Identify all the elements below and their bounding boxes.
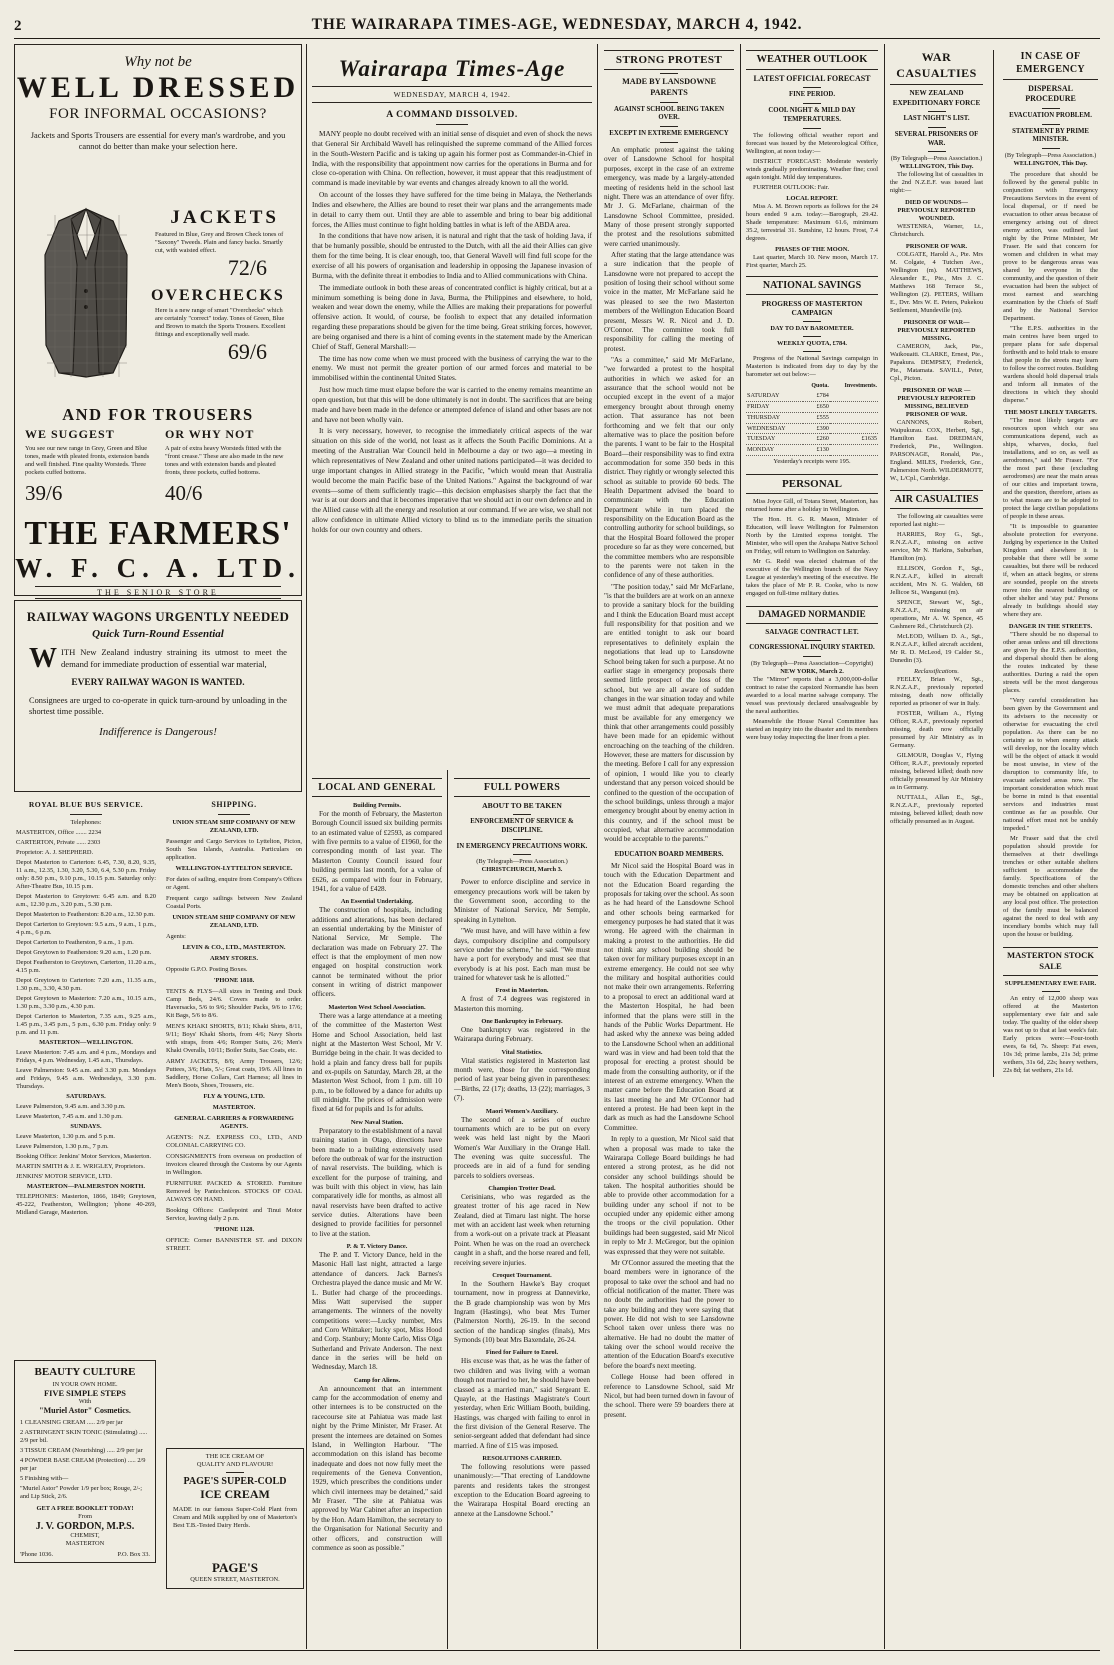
column-weather bbox=[746, 50, 878, 744]
ad-wesuggest-label: WE SUGGEST bbox=[25, 427, 115, 441]
normandie-body2: Meanwhile the House Naval Committee has started an inquiry into the disaster and its members were busy today inspecting the liner from a pier. bbox=[746, 717, 878, 741]
danger-streets-body bbox=[1003, 631, 1098, 939]
air-casualty-line: McLEOD, William D. A., Sgt., R.N.Z.A.F., killed aircraft accident, Mr R. D. McLeod, 19 Calder St., Dunedin (3). bbox=[890, 633, 984, 665]
savings-table-cell: £1635 bbox=[830, 434, 878, 445]
bus-line: Leave Palmerston, 1.30 p.m., 7 p.m. bbox=[16, 1142, 109, 1150]
weather-heading: WEATHER OUTLOOK bbox=[746, 50, 878, 70]
weather-further: FURTHER OUTLOOK: Fair. bbox=[753, 183, 830, 191]
full-powers-heading: FULL POWERS bbox=[454, 778, 590, 797]
emergency-body bbox=[1003, 171, 1098, 405]
education-board-body bbox=[604, 862, 734, 1420]
nzef-credit: (By Telegraph—Press Association.) bbox=[890, 155, 983, 163]
ad-beauty-step: 4 POWDER BASE CREAM (Protection) ..... 2/9 per jar bbox=[20, 1457, 146, 1472]
savings-table bbox=[746, 382, 878, 456]
ad-ice-addr: QUEEN STREET, MASTERTON. bbox=[190, 1576, 280, 1583]
leader-paragraph: The time has now come when we must proceed with the business of carrying the war to the enemy. We must not permit the greater portion of our armed forces and material to be immobilised within the continental United States. bbox=[312, 353, 592, 383]
bus-line: Depot Greytown to Carterton: 7.20 a.m., 11.35 a.m., 1.30 p.m., 3.30, 4.30 p.m. bbox=[16, 976, 156, 992]
ad-ice-l1: THE ICE CREAM OF bbox=[205, 1453, 265, 1460]
normandie-sub1: SALVAGE CONTRACT LET. bbox=[765, 627, 859, 636]
full-powers-sub1: ABOUT TO BE TAKEN bbox=[482, 801, 562, 810]
full-powers-item-body: The following resolutions were passed unanimously:—"That erecting of Landdowne parents and residents takes the strongest exception to the Education Board agreeing to the Wairarapa Hospital Board erecting an annexe at the Lansdowne School." bbox=[454, 1463, 590, 1518]
personal-paragraph: Mr G. Redd was elected chairman of the executive of the Wellington branch of the Navy League at yesterday's meeting of the executive. He takes the place of Mr P. R. Cooke, who is now engaged on full-time military duties. bbox=[746, 558, 878, 598]
casualty-section-title: PRISONER OF WAR—PREVIOUSLY REPORTED MISSING. bbox=[897, 319, 976, 343]
shipping-subheading: MASTERTON. bbox=[212, 1104, 256, 1112]
casualty-section-body: CAMERON, Jack, Pte., Waikouaiti. CLARKE, Ernest, Pte., Papakura. DEMPSEY, Frederick, Pte., Matamata. SAVILL, Peter, Cpl., Picton. bbox=[890, 343, 984, 383]
ad-store-company: W. F. C. A. LTD. bbox=[15, 553, 301, 583]
savings-table-cell: £260 bbox=[803, 434, 830, 445]
full-powers-sub3: IN EMERGENCY PRECAUTIONS WORK. bbox=[456, 842, 588, 850]
shipping-subheading: 'PHONE 1128. bbox=[213, 1226, 255, 1234]
ad-store-tagline: THE SENIOR STORE bbox=[35, 586, 281, 599]
column-shipping bbox=[166, 800, 302, 1256]
full-powers-item-body: Vital statistics registered in Masterton last month were, those for the corresponding period of last year being given in parentheses:—Births, 22 (17); deaths, 13 (22); marriages, 3 (7). bbox=[454, 1056, 590, 1103]
ad-beauty-chemist3: MASTERTON bbox=[65, 1540, 105, 1547]
reclass-line: NUTTALL, Allan E., Sgt., R.N.Z.A.F., previously reported missing, believed killed; death now officially presumed as in August. bbox=[890, 794, 984, 826]
shipping-subheading: WELLINGTON-LYTTELTON SERVICE. bbox=[175, 865, 293, 873]
full-powers-items bbox=[454, 878, 590, 1519]
local-item-title: New Naval Station. bbox=[350, 1118, 404, 1126]
local-item-title: Camp for Aliens. bbox=[353, 1376, 401, 1384]
ad-farmers-subhead: FOR INFORMAL OCCASIONS? bbox=[49, 106, 267, 122]
air-casualty-line: SPENCE, Stewart W., Sgt., R.N.Z.A.F., missing on air operations, Mr A. W. Spence, 45 Cashmere Rd., Christchurch (2). bbox=[890, 599, 984, 631]
normandie-place: NEW YORK, March 2. bbox=[780, 667, 844, 675]
normandie-credit: (By Telegraph—Press Association—Copyright) bbox=[750, 659, 874, 667]
ad-orwhynot-text: A pair of extra heavy Worsteds fitted with the "front crease." These are also made in the new tones and with extension bands and pleated fronts, three pockets, cuffed bottoms. bbox=[165, 445, 284, 476]
ad-farmers[interactable] bbox=[14, 44, 302, 596]
bus-line: Depot Carterton to Featherston, 9 a.m., 1 p.m. bbox=[16, 938, 134, 946]
nzef-sub3: SEVERAL PRISONERS OF WAR. bbox=[894, 130, 979, 147]
ad-store-name: THE FARMERS' bbox=[24, 515, 292, 552]
leader-headline: A COMMAND DISSOLVED. bbox=[386, 109, 518, 120]
leader-body bbox=[312, 129, 592, 535]
ad-beauty-sub3: With bbox=[78, 1398, 92, 1405]
savings-table-cell: TUESDAY bbox=[746, 434, 803, 445]
ad-railway-title: RAILWAY WAGONS URGENTLY NEEDED bbox=[26, 609, 290, 624]
bus-line: Depot Masterton to Featherston: 8.20 a.m., 12.30 p.m. bbox=[16, 910, 155, 918]
ad-beauty-step: 5 Finishing with— bbox=[20, 1475, 69, 1482]
column-full-powers bbox=[454, 778, 590, 1521]
air-casualties-heading: AIR CASUALTIES bbox=[890, 490, 983, 509]
danger-streets-heading: DANGER IN THE STREETS. bbox=[1008, 623, 1093, 631]
casualty-section-body: WESTENRA, Warner, Lt., Christchurch. bbox=[890, 223, 984, 239]
savings-table-cell bbox=[830, 423, 878, 434]
weather-cool: COOL NIGHT & MILD DAY TEMPERATURES. bbox=[768, 106, 856, 123]
bus-line: TELEPHONES: Masterton, 1866, 1849; Greytown, 45-222, Featherston, Wellington; 'phone 40-269, Midland Garage, Masterton. bbox=[16, 1192, 156, 1216]
paper-date: WEDNESDAY, MARCH 4, 1942. bbox=[393, 90, 511, 99]
casualty-sections bbox=[890, 199, 983, 483]
weather-fine: FINE PERIOD. bbox=[788, 91, 836, 99]
shipping-subheading: ARMY STORES. bbox=[210, 955, 258, 963]
personal-body bbox=[746, 498, 878, 598]
weather-sub: LATEST OFFICIAL FORECAST bbox=[753, 73, 871, 83]
savings-table-header bbox=[746, 382, 803, 392]
ad-beauty-steps bbox=[20, 1419, 150, 1501]
shipping-subheading: FLY & YOUNG, LTD. bbox=[203, 1093, 265, 1101]
full-powers-item-body: One bankruptcy was registered in the Wairarapa during February. bbox=[454, 1026, 590, 1044]
bus-line: CARTERTON, Private ...... 2303 bbox=[16, 838, 101, 846]
savings-table-cell bbox=[830, 391, 878, 401]
full-powers-item-body: The second of a series of euchre tournaments which are to be put on every week was held last night by the Maori Women's War Auxiliary in the Orange Hall. The evening was quite successful. The proceeds are in aid of a fund for sending parcels to soldiers overseas. bbox=[454, 1115, 590, 1180]
full-powers-item-body: His excuse was that, as he was the father of two children and was living with a woman though not married to her, he should have been classed as a married man," said Sergeant E. Quayle, at the Hastings Magistrate's Court yesterday, when Eric William Booth, building, Hastings, was charged with failing to enrol in the first division of the General Reserve. The senior-sergeant added that defendant had since married. A fine of £15 was imposed. bbox=[454, 1357, 590, 1450]
ad-beauty-sub1: IN YOUR OWN HOME. bbox=[52, 1381, 118, 1388]
bus-line: Depot Carterton to Masterton, 7.35 a.m., 9.25 a.m., 1.45 p.m., 3.45 p.m., 5 p.m., 6.30 p.m. Friday only: 9 p.m. and 11 p.m. bbox=[16, 1012, 156, 1036]
education-paragraph: Mr Nicol said the Hospital Board was in touch with the Education Department and not the Education Board regarding the proposals for taking over the school. As soon as he had heard of the Lansdowne School and other schools being earmarked for emergency purposes he had stated that it was wrong. He agreed with the chairman in making a protest to the authorities. He did not think any school building should be taken over for military purposes except in an extreme emergency. He could not see why the military and hospital authorities could not make their own arrangements. Referring to a proposal to erect an additional ward at the Masterton Hospital, he had been informed that the plans were still in the hands of the Public Works Department. He had asked why the annexe was being added to the Lansdowne School when an additional ward was in view and had been told that the proposal for erecting a protest should be made from the consulting authority, or if the interest of an extreme emergency. When the matter came before the Education Board at its last meeting he and Mr O'Connor had entered a protest. He had been kept in the dark as much as had the Lansdowne School Committee. bbox=[604, 861, 734, 1132]
bus-line: MASTERTON, Office ....... 2234 bbox=[16, 828, 102, 836]
nzef-sub1: NEW ZEALAND EXPEDITIONARY FORCE bbox=[892, 89, 981, 107]
savings-table-header: Investments. bbox=[844, 382, 877, 389]
shipping-line: MEN'S KHAKI SHORTS, 8/11; Khaki Shirts, 8/11, 9/11; Boys' Khaki Shorts, from 4/6; Navy Shorts with straps, from 4/6; Romper Suits, 2/6; Men's Khaki Overalls, 10/11; Boiler Suits, Sac Coats, etc. bbox=[166, 1023, 302, 1055]
shipping-line: Passenger and Cargo Services to Lyttelton, Picton, South Sea Islands, Australia. Particulars on application. bbox=[166, 838, 302, 862]
local-item-body: The construction of hospitals, including additions and alterations, has been declared an essential undertaking by the Minister of National Service, Mr Semple. The declaration was made on February 27. The effect is that the employment of men now engaged on hospital construction work cannot be terminated without the prior consent in writing of district manpower officers. bbox=[312, 906, 442, 999]
savings-table-row bbox=[746, 445, 878, 456]
emergency-sub3: STATEMENT BY PRIME MINISTER. bbox=[1012, 127, 1089, 144]
education-paragraph: In reply to a question, Mr Nicol said that when a proposal was made to take the Wairarapa College Board buildings he had entered a strong protest, as he did not consider any school buildings should be taken. The hospital authorities should be able to provide other accommodation for a building under any school if not to be occupied under any epidemic either among the troops or the civil population. Other buildings had been suggested, said Mr Nicol in reply to Mr J. McGregor, but the opinion was expressed that they were not suitable. bbox=[604, 1135, 734, 1256]
ad-railway-subtitle: Quick Turn-Round Essential bbox=[92, 628, 224, 640]
shipping-line: For dates of sailing, enquire from Company's Offices or Agent. bbox=[166, 876, 302, 892]
protest-paragraph: "The position today," said Mr McFarlane, "is that the builders are at work on an annexe to provide a sanitary block for the building and I think the Education Board must accept full responsibility for that position and we are entitled tonight to ask our board representatives to definitely explain the negotiations that lead up to Lansdowne School being taken for such a purpose. At no earlier stage in emergency proposals there seemed little prospect of the loss of the school, but we are all aware of sudden changes in the war situation today and while we must admit that adequate preparations must be available for any emergency we think that other arrangements could possibly have been made for an epidemic without encroaching on the teaching of the children. However, these are matters for discussion by the meeting. Before I call for any expression of opinion, I would like you to clearly understand that any person voiced should be confined to the question of the occupation of the school buildings, unless through a major emergency brought about by enemy action in this country, and if the school must be occupied, what alternative accommodation would be acceptable to the parents." bbox=[604, 582, 735, 844]
casualty-section-body: CANNONS, Robert, Waipukurau. COX, Herbert, Sgt., Hamilton East. DREDMAN, Frederick, Pte., Wellington. PARSONAGE, Ronald, Pte., England. MILES, Frederick, Gnr., Palmerston North. WILDERMOTT, W., L/Cpl., Cambridge. bbox=[890, 419, 984, 483]
local-item-body: There was a large attendance at a meeting of the committee of the Masterton West Home and School Association, held last night at the Masterton West School, Mr V. Burridge being in the chair. It was decided to hold a plain and fancy dress ball for pupils and ex-pupils on Saturday, March 28, at the Masterton West School, from 1 p.m. till 10 p.m., to be followed by a dance for adults up till midnight. The prices of admission were fixed at 6d for pupils and 1s for adults. bbox=[312, 1011, 442, 1114]
emergency-credit: (By Telegraph—Press Association.) bbox=[1004, 152, 1097, 160]
shipping-subheading: 'PHONE 1818. bbox=[213, 977, 255, 985]
savings-body: Progress of the National Savings campaign in Masterton is indicated from day to day by the barometer set out below:— bbox=[746, 354, 878, 378]
ad-railway-body2: EVERY RAILWAY WAGON IS WANTED. bbox=[71, 678, 245, 689]
full-powers-credit: (By Telegraph—Press Association.) bbox=[476, 858, 568, 866]
ad-ice-name: PAGE'S bbox=[212, 1560, 258, 1575]
ad-beauty-step: 2 ASTRINGENT SKIN TONIC (Stimulating) ..... 2/9 per btl. bbox=[20, 1429, 148, 1444]
personal-heading: PERSONAL bbox=[746, 474, 878, 494]
full-powers-item-title: Vital Statistics. bbox=[501, 1048, 543, 1056]
education-board-heading: EDUCATION BOARD MEMBERS. bbox=[614, 849, 724, 858]
full-powers-sub2: ENFORCEMENT OF SERVICE & DISCIPLINE. bbox=[470, 817, 574, 834]
casualty-section-title: PRISONER OF WAR — PREVIOUSLY REPORTED MISSING, BELIEVED PRISONER OF WAR. bbox=[897, 387, 976, 419]
savings-table-row bbox=[746, 402, 878, 413]
ad-railway-body3: Consignees are urged to co-operate in quick turn-around by unloading in the shortest time possible. bbox=[29, 696, 287, 717]
reclass-heading: Reclassifications. bbox=[914, 668, 959, 676]
reclass-line: FEELEY, Brian W., Sgt., R.N.Z.A.F., previously reported missing, death now officially reported as prisoner of war in Italy. bbox=[890, 676, 984, 708]
bus-line: Booking Office: Jenkins' Motor Services, Masterton. bbox=[16, 1152, 152, 1160]
likely-targets-paragraph: "It is impossible to guarantee absolute protection for everyone. Judging by experience in the United Kingdom and elsewhere it is probable that there will be some casualties, but there will be reduced if, when an attack begins, or sirens are sounded, people on the streets move into the nearest building or other shelter and 'stay put.' Persons already in buildings should stay where they are. bbox=[1003, 523, 1098, 619]
emergency-paragraph: "The E.P.S. authorities in the main centres have been urged to prepare plans for safe dispersal forthwith and to hold trials to ensure that people in the streets may learn to follow the correct routes. Building wardens should hold dispersal trials and inform all inmates of the directions in which they should disperse." bbox=[1003, 325, 1098, 405]
savings-quota: WEEKLY QUOTA, £784. bbox=[776, 339, 848, 347]
nzef-intro: The following list of casualties in the 2nd N.Z.E.F. was issued last night:— bbox=[890, 171, 984, 195]
full-powers-item-body: In the Southern Hawke's Bay croquet tournament, now in progress at Dannevirke, the B grade championship was won by Mrs Ingram (Hastings), who beat Mrs Turner (Palmerston North), 26-19. In the second section of the handicap singles (finals), Mrs Symonds (10) beat Mrs Baxendale, 26-24. bbox=[454, 1279, 590, 1345]
shipping-line: CONSIGNMENTS from overseas on production of invoices cleared through the Customs by our Agents in Wellington. bbox=[166, 1153, 302, 1177]
shipping-line: Booking Offices: Castlepoint and Tinui Motor Service, leaving daily 2 p.m. bbox=[166, 1207, 302, 1223]
strong-protest-sub3: EXCEPT IN EXTREME EMERGENCY bbox=[609, 130, 729, 138]
bus-line: Leave Masterton: 7.45 a.m. and 4 p.m., Mondays and Fridays, 4 p.m. Wednesday, 1.45 a.m., Thursdays. bbox=[16, 1048, 156, 1064]
savings-table-row bbox=[746, 391, 878, 401]
full-powers-place: CHRISTCHURCH, March 3. bbox=[481, 866, 563, 874]
reclass-line: GILMOUR, Douglas V., Flying Officer, R.A.F., previously reported missing, believed killed; death now officially presumed by Air Ministry as in Germany. bbox=[890, 752, 984, 792]
weather-local-body: Miss A. M. Brown reports as follows for the 24 hours ended 9 a.m. today:—Barograph, 29.42. Shade temperature: Maximum 61.6, minimum 35.2, terrestrial 31. Sunshine, 12 hours. Frost, 7.4 degrees. bbox=[746, 202, 878, 242]
bus-subheading: MASTERTON—WELLINGTON. bbox=[39, 1038, 133, 1046]
bus-subheading: SATURDAYS. bbox=[66, 1092, 106, 1100]
shipping-subheading: UNION STEAM SHIP COMPANY OF NEW ZEALAND, LTD. bbox=[172, 819, 296, 835]
shipping-subheading: LEVIN & CO., LTD., MASTERTON. bbox=[182, 944, 286, 952]
bus-line: Depot Carterton to Greytown: 9.5 a.m., 9 a.m., 1 p.m., 4 p.m., 6 p.m. bbox=[16, 920, 156, 936]
ad-beauty-phone: 'Phone 1036. bbox=[20, 1551, 54, 1558]
bus-line: Leave Palmerston, 9.45 a.m. and 3.30 p.m. bbox=[16, 1102, 126, 1110]
air-casualty-line: HARRIES, Roy G., Sgt., R.N.Z.A.F., missing on active service, Mr N. Harkins, Suburban, Hamilton (m). bbox=[890, 531, 984, 563]
nzef-place: WELLINGTON, This Day. bbox=[899, 163, 974, 171]
column-local-general bbox=[312, 778, 442, 1555]
ad-beauty-sub4: "Muriel Astor" Cosmetics. bbox=[39, 1406, 131, 1415]
emergency-heading: IN CASE OF EMERGENCY bbox=[1016, 51, 1085, 75]
ad-overchecks-price: 69/6 bbox=[227, 339, 267, 364]
casualty-section-title: DIED OF WOUNDS—PREVIOUSLY REPORTED WOUNDED. bbox=[897, 199, 976, 223]
paper-title: Wairarapa Times-Age bbox=[338, 56, 566, 81]
ad-railway-body4: Indifference is Dangerous! bbox=[99, 725, 217, 738]
personal-paragraph: The Hon. H. G. R. Mason, Minister of Education, will leave Wellington for Palmerston North by the Limited express tonight. The Minister, who will open the Arahapa Native School on Friday, will return to Wellington on Saturday. bbox=[746, 516, 878, 556]
savings-table-cell: £650 bbox=[803, 402, 830, 413]
shipping-line: OFFICE: Corner BANNISTER ST. and DIXON STREET. bbox=[166, 1237, 302, 1253]
savings-table-cell bbox=[830, 402, 878, 413]
bus-line: MARTIN SMITH & J. E. WRIGLEY, Proprietors. bbox=[16, 1162, 145, 1170]
bus-line: Leave Masterton, 7.45 a.m. and 1.30 p.m. bbox=[16, 1112, 123, 1120]
local-general-items bbox=[312, 802, 442, 1553]
ad-beauty-title: BEAUTY CULTURE bbox=[34, 1366, 136, 1378]
ad-railway-wagons[interactable] bbox=[14, 600, 302, 792]
ad-orwhynot-price: 40/6 bbox=[165, 481, 203, 505]
full-powers-item-body: Cerisinians, who was regarded as the greatest trotter of his age raced in New Zealand, died at Timaru last night. The horse met with an accident last week when returning from a work-out on a private track at Pleasant Point. When he was on the road an overcheck caught in a shaft, and the horse reared and fell, receiving severe injuries. bbox=[454, 1193, 590, 1267]
local-general-heading: LOCAL AND GENERAL bbox=[312, 778, 442, 797]
ad-railway-dropcap: W bbox=[29, 643, 57, 674]
leader-paragraph: On account of the losses they have suffered for the time being in Malaya, the Netherlands Indies and elsewhere, the Allies are bound to reset their war plans and the arrangements made in detail to carry them out. Until they are able to assemble and bring to bear big additional forces, the Allies must continue to fight holding battles in what is left of the ABDA area. bbox=[312, 190, 592, 229]
ad-farmers-headline: WELL DRESSED bbox=[16, 71, 300, 104]
bus-subheading: MASTERTON—PALMERSTON NORTH. bbox=[26, 1182, 146, 1190]
bus-heading: ROYAL BLUE BUS SERVICE. bbox=[28, 800, 144, 809]
weather-local-heading: LOCAL REPORT. bbox=[786, 194, 838, 202]
emergency-sub1: DISPERSAL PROCEDURE bbox=[1025, 84, 1076, 104]
air-casualties-body: The following air casualties were reported last night:— bbox=[890, 513, 984, 529]
ad-jackets-label: JACKETS bbox=[170, 207, 279, 228]
savings-table-row bbox=[746, 412, 878, 423]
ad-overchecks-text: Here is a new range of smart "Overchecks" which are certainly "correct" today. Tones of Green, Blue and Brown to match the Sports Trousers. Excellent fittings and exceptionally well made. bbox=[155, 307, 286, 338]
reclass-lines bbox=[890, 676, 983, 826]
page-masthead: THE WAIRARAPA TIMES-AGE, WEDNESDAY, MARCH 4, 1942. bbox=[311, 16, 803, 33]
bus-line: Depot Featherston to Greytown, Carterton, 11.20 a.m., 4.15 p.m. bbox=[16, 958, 156, 974]
local-item-body: An announcement that an internment camp for the accommodation of enemy and other internees is to be constructed on the racecourse site at Pahiatua was made last night by the Prime Minister, Mr Fraser. At present the internees are detained on Somes Island, in Wellington Harbour. "The accommodation on this island has become inadequate and does not now fully meet the requirements of the Geneva Convention, 1929, which prescribes the conditions under which civil internees may be detained," said Mr Fraser. "The site at Pahiatua was approved by War Cabinet after an inspection by the Hon. Adam Hamilton, the secretary to the Organisation for National Security and other officers, and construction will commence as soon as possible." bbox=[312, 1384, 442, 1552]
leader-paragraph: The immediate outlook in both these areas of concentrated conflict is highly critical, but at a minimum something is being done in Java, Burma, the Philippines and elsewhere, to hold, weaken and wear down the enemy, while the Allies are making their preparations for powerful offensive action. It would, of course, be foolish to expect that any detailed information regarding these preparations should be given for the time being. Great striking forces, however, are being organised and there is a hint of coming events in the statement made by the American Chief of Staff, General Marshall:— bbox=[312, 282, 592, 351]
shipping-heading: SHIPPING. bbox=[211, 800, 257, 809]
normandie-body: The "Mirror" reports that a 3,000,000-dollar contract to raise the capsized Normandie has been awarded to a local marine salvage company. The vessel was previously declared unsalvageable by the naval authorities. bbox=[746, 675, 878, 715]
full-powers-item-title: Frost in Masterton. bbox=[495, 987, 549, 995]
bus-line: Leave Masterton, 1.30 p.m. and 5 p.m. bbox=[16, 1132, 116, 1140]
shipping-line: TENTS & FLYS—All sizes in Tenting and Duck Camp Beds, 24/6. Covers made to order. Haversacks, 5/6 to 9/6; Shoulder Packs, 9/6 to 17/6; Kit Bags, 5/6 to 8/6. bbox=[166, 988, 302, 1020]
shipping-line: Frequent cargo sailings between New Zealand Coastal Ports. bbox=[166, 895, 302, 911]
full-powers-item-body: Power to enforce discipline and service in emergency precautions work will be taken by the Government soon, according to the Minister of National Service, Mr Semple, speaking in Lyttelton. bbox=[454, 878, 590, 924]
suit-illustration bbox=[27, 195, 145, 381]
ad-beauty-step: 1 CLEANSING CREAM ..... 2/9 per jar bbox=[20, 1419, 123, 1426]
local-item-title: Building Permits. bbox=[353, 802, 401, 809]
savings-table-cell: WEDNESDAY bbox=[746, 423, 803, 434]
savings-table-cell: THURSDAY bbox=[746, 412, 803, 423]
strong-protest-body bbox=[604, 146, 734, 845]
ad-wesuggest-price: 39/6 bbox=[25, 481, 63, 505]
bus-line: Depot Greytown to Featherston: 9.20 a.m., 1.20 p.m. bbox=[16, 948, 152, 956]
local-item-title: P. & T. Victory Dance. bbox=[346, 1243, 408, 1251]
danger-streets-paragraph: "Very careful consideration has been given by the Government and its advisers to the necessity or otherwise for evacuating the civil population. As there can be no certainty as to when enemy attack will develop, nor the locality which will be the object of attack it would be most unwise, in view of the disruption to community life, to evacuate selected areas now. The important consideration which must be borne in mind is that essential services and industries must continue as far as possible. Our national effort must not be unduly impeded." bbox=[1003, 697, 1098, 833]
ad-farmers-lead: Jackets and Sports Trousers are essential for every man's wardrobe, and you cannot do better than make your selection here. bbox=[30, 131, 286, 152]
ad-wesuggest-text: You see our new range in Grey, Green and Blue tones, made with pleated fronts, extension bands and well finished. Fine quality Worsteds. Three pockets cuffed bottoms. bbox=[25, 445, 150, 476]
leader-paragraph: It is very necessary, however, to recognise the immediately critical aspects of the war situation on this side of the world, not least as it affects the South Pacific Dominions. At a meeting of the Australian War Council held in Melbourne a day or two ago—a meeting in which representatives of New Zealand and other united nations participated—it was decided to urge important changes in Allied strategy in the Pacific, "which would mean that Australia would become the main Pacific base of the United Nations." Against the background of war events—some of them sufficiently tragic—this decision emphasises sharply the fact that the war is at our doors and that it becomes imperative that we should act in our own defence and in the Allied cause with all the energy and resolution at our command. If we are wise, we shall not allow confidence in ultimate Allied victory to blind us to the immediate perils the situation holds for our own country and others. bbox=[312, 426, 592, 534]
casualty-section-title: PRISONER OF WAR. bbox=[905, 243, 968, 251]
national-savings-heading: NATIONAL SAVINGS bbox=[746, 276, 878, 295]
ad-ice-l2: QUALITY AND FLAVOUR! bbox=[196, 1461, 274, 1468]
savings-table-header: Quota. bbox=[811, 382, 829, 389]
strong-protest-sub1: MADE BY LANSDOWNE PARENTS bbox=[622, 77, 716, 97]
savings-table-cell: FRIDAY bbox=[746, 402, 803, 413]
savings-table-row bbox=[746, 434, 878, 445]
local-item-body: For the month of February, the Masterton Borough Council issued six building permits to an estimated value of £2593, as compared with five permits to a value of £1960, for the corresponding month of last year. The Masterton County Council issued four building permits last month, for a value of £626, as compared with four in February, 1941, for a value of £428. bbox=[312, 810, 442, 893]
full-powers-item-title: Maori Women's Auxiliary. bbox=[485, 1107, 559, 1115]
ad-ice-body: MADE in our famous Super-Cold Plant from Cream and Milk supplied by one of Masterton's Best T.B.-Tested Dairy Herds. bbox=[173, 1506, 297, 1529]
bus-line: JENKINS' MOTOR SERVICE, LTD. bbox=[16, 1172, 112, 1180]
paper-title-block bbox=[312, 56, 592, 537]
full-powers-item-title: Champion Trotter Dead. bbox=[488, 1185, 556, 1193]
ad-orwhynot-label: OR WHY NOT bbox=[165, 427, 255, 441]
protest-paragraph: "As a committee," said Mr McFarlane, "we forwarded a protest to the hospital authorities in which we asked for an assurance that the school would not be occupied except in the event of a major emergency brought about through enemy action. That assurance has not been forthcoming and we felt that our only alternative was to place the position before the parents. I want to be fair to the Hospital Board—their responsibility was to find extra accommodation for some 350 beds in this district. They rightly or wrongly selected this school as suitable to provide 60 beds. The Health Department advised the board to communicate with the Education Department while in turn placed the responsibility on the Education Board as the controlling authority for school buildings, so that the Hospital Board followed the proper procedure so far as they were concerned, but the committee members who are responsible to the parents were not taken in the confidence of any of these authorities. bbox=[604, 356, 734, 580]
savings-table-cell: MONDAY bbox=[746, 445, 803, 456]
ad-ice-l4: ICE CREAM bbox=[200, 1487, 270, 1501]
emergency-paragraph: The procedure that should be followed by the general public in conjunction with Emergency Precautions Services in the event of local dispersal, or if need be evacuation to other areas because of emergency arising out of direct enemy action, was outlined last night by the Prime Minister, Mr Fraser. He said that concern for women and children in what may prove to be dangerous areas was shared by everyone in the community, and the question of their evacuation had been the subject of most earnest and searching examination by the Chiefs of Staff and by the National Service Department. bbox=[1003, 171, 1098, 323]
war-casualties-heading: WAR CASUALTIES bbox=[896, 50, 977, 80]
stock-sale-sub: SUPPLEMENTARY EWE FAIR. bbox=[1004, 979, 1097, 987]
shipping-line: AGENTS: N.Z. EXPRESS CO., LTD., AND COLONIAL CARRYING CO. bbox=[166, 1134, 302, 1150]
ad-ice-cream[interactable] bbox=[166, 1448, 304, 1589]
ad-beauty-from: From bbox=[78, 1513, 92, 1520]
full-powers-item-body: A frost of 7.4 degrees was registered in Masterton this morning. bbox=[454, 995, 590, 1013]
moon-phases-heading: PHASES OF THE MOON. bbox=[775, 245, 849, 253]
savings-sub: PROGRESS OF MASTERTON CAMPAIGN bbox=[761, 298, 863, 318]
page-number: 2 bbox=[14, 18, 22, 34]
bus-line: Depot Greytown to Masterton: 7.20 a.m., 10.15 a.m., 1.30 p.m., 3.30 p.m., 4.30 p.m. bbox=[16, 994, 156, 1010]
bus-subheading: SUNDAYS. bbox=[70, 1122, 102, 1130]
leader-paragraph: In the conditions that have now arisen, it is natural and right that the task of holding Java, if that be humanly possible, should be entrusted to the Dutch, with all the aid their Allies can give them for the time being. It is clear enough, too, that General Wavell will find full scope for the exercise of all his powers of organisation and leadership in opposing the Japanese invasion of Burma, with the definite threat it embodies to India and to Allied communications with China. bbox=[312, 231, 592, 280]
reclass-line: FOSTER, William A., Flying Officer, R.A.F., previously reported missing, death now officially presumed by Air Ministry as in Germany. bbox=[890, 710, 984, 750]
likely-targets-body bbox=[1003, 417, 1098, 619]
full-powers-item-title: Fined for Failure to Enrol. bbox=[485, 1349, 559, 1357]
ad-beauty-chemist2: CHEMIST, bbox=[70, 1532, 100, 1539]
likely-targets-heading: THE MOST LIKELY TARGETS. bbox=[1004, 409, 1097, 417]
leader-paragraph: MANY people no doubt received with an initial sense of disquiet and even of shock the news that General Sir Archibald Wavell has relinquished the supreme command of the Allied forces in the South-Western Pacific and is taking up again his former post as Commander-in-Chief in India, with the responsibility that appointment now carries for the operations in Burma and for close co-operation with China. On reflection, however, it must appear that this readjustment of command is made inevitable by war events and changes already known to all the world. bbox=[312, 129, 592, 188]
air-casualty-lines bbox=[890, 531, 983, 665]
protest-paragraph: An emphatic protest against the taking over of Lansdowne School for hospital purposes, except in the case of an extreme emergency, was made by a largely-attended meeting of residents held in the school last night. There was an attendance of over fifty. Mr J. G. McFarlane, chairman of the Lansdowne School Committee, presided. Many of those present strongly supported the protest and the resolutions submitted were carried unanimously. bbox=[604, 146, 734, 248]
savings-table-cell: £130 bbox=[803, 445, 830, 456]
weather-body: The following official weather report and forecast was issued by the Meteorological Office, Wellington, at noon today:— bbox=[746, 131, 878, 155]
savings-table-cell: £784 bbox=[803, 391, 830, 401]
full-powers-item-title: RESOLUTIONS CARRIED. bbox=[482, 1455, 562, 1463]
stock-sale-heading: MASTERTON STOCK SALE bbox=[1003, 947, 1098, 975]
full-powers-item-body: "We must have, and will have within a few days, compulsory discipline and compulsory service under the scheme," he said. "We must have a port for everybody and must see that everybody is at his post. Each man must be trained for whatever task he is allotted." bbox=[454, 927, 590, 982]
danger-streets-paragraph: Mr Fraser said that the civil population should provide for themselves at their dwellings trenches or other suitable shelters sufficient to accommodate the family. Specifications of the domestic trenches and other shelters may be obtained on application at any local post office. The protection of the family must be balanced against the need to deal with any incendiary bombs which may fall upon the house or building. bbox=[1003, 835, 1098, 939]
ad-farmers-why: Why not be bbox=[124, 54, 192, 70]
emergency-sub2: EVACUATION PROBLEM. bbox=[1009, 111, 1092, 119]
emergency-place: WELLINGTON, This Day. bbox=[1013, 160, 1088, 168]
education-paragraph: College House had been offered in reference to Lansdowne School, said Mr Nicol, but had been turned down in favour of the school. There were 59 boarders there at present. bbox=[604, 1373, 734, 1419]
emergency-block bbox=[993, 50, 1098, 1077]
ad-trousers-headline: AND FOR TROUSERS bbox=[62, 405, 254, 424]
savings-table-cell: £390 bbox=[803, 423, 830, 434]
ad-jackets-text: Featured in Blue, Grey and Brown Check tones of "Saxony" Tweeds. Plain and fancy backs. Smartly cut, with waisted effect. bbox=[155, 231, 284, 254]
ad-beauty-sub2: FIVE SIMPLE STEPS bbox=[44, 1389, 126, 1398]
full-powers-item-title: Croquet Tournament. bbox=[492, 1271, 552, 1279]
danger-streets-paragraph: "There should be no dispersal to other areas unless and till directions are given by the E.P.S. authorities, and dispersal should then be along the routes indicated by these authorities. During a raid the open streets will be the most dangerous places. bbox=[1003, 631, 1098, 695]
personal-paragraph: Miss Joyce Gill, of Totara Street, Masterton, has returned home after a holiday in Wellington. bbox=[746, 498, 878, 514]
column-strong-protest bbox=[604, 50, 734, 1424]
full-powers-item-title: One Bankruptcy in February. bbox=[481, 1018, 563, 1026]
savings-day: DAY TO DAY BAROMETER. bbox=[770, 324, 854, 332]
moon-phases-body: Last quarter, March 10. New moon, March 17. First quarter, March 25. bbox=[746, 253, 878, 269]
bus-line: Depot Masterton to Greytown: 6.45 a.m. and 8.20 a.m., 12.30 p.m., 3.20 p.m., 5.30 p.m. bbox=[16, 892, 156, 908]
leader-paragraph: Just how much time must elapse before the war is carried to the enemy remains meantime an open question, but that this will be done ultimately is not in doubt. The sacrifices that are being made and have been made in the defence or attempted defence of island and other bases are not and have not been wholly vain. bbox=[312, 385, 592, 424]
stock-sale-body: An entry of 12,000 sheep was offered at the Masterton supplementary ewe fair and sale today. The quality of the older sheep was not up to that at last week's fair. Early prices were:—Four-tooth ewes, 6s 6d, 7s. Sheep: Fat ewes, 10s 3d; prime lambs, 21s 3d; prime wethers, 31s 6d, 22s; heavy wethers, 22s 8d; fat wethers, 21s 1d. bbox=[1003, 994, 1098, 1074]
casualty-section-body: COLGATE, Harold A., Pte. Mrs M. Colgate, 4 Tutchen Ave., Wellington (m). MATTHEWS, Alexander E., Pte., Mrs J. C. Matthews 168 Terrace St., Wellington (2). PETERS, William E., Dvr. Mrs W. E. Peters, Pukekou Settlement, Mundeville (m). bbox=[890, 251, 984, 315]
savings-table-cell bbox=[830, 412, 878, 423]
war-casualties-block bbox=[890, 50, 983, 1077]
ad-beauty-step: "Muriel Astor" Powder 1/9 per box; Rouge, 2/-; and Lip Stick, 2/6. bbox=[20, 1485, 143, 1500]
local-item-title: An Essential Undertaking. bbox=[340, 898, 414, 906]
ad-beauty-step: 3 TISSUE CREAM (Nourishing) ..... 2/9 per jar bbox=[20, 1447, 143, 1454]
bus-line: Depot Masterton to Carterton: 6.45, 7.30, 8.20, 9.35, 11 a.m., 12.35, 1.30, 3.20, 5.30, 6.4, 5.30 p.m. Friday only: 8.50 p.m., 9.10 p.m., 10.15 p.m. Saturday only: After-Theatre Bus, 10.15 p.m. bbox=[16, 858, 156, 890]
bus-tel-label: Telephones: bbox=[70, 818, 102, 826]
ad-railway-body1: ITH New Zealand industry straining its utmost to meet the demand for immediate production of essential war material, bbox=[61, 647, 287, 670]
savings-table-cell: SATURDAY bbox=[746, 391, 803, 401]
strong-protest-heading: STRONG PROTEST bbox=[604, 50, 734, 70]
column-war-casualties bbox=[890, 50, 1098, 1077]
savings-table-row bbox=[746, 423, 878, 434]
savings-note: Yesterday's receipts were 195. bbox=[773, 457, 851, 465]
shipping-subheading: GENERAL CARRIERS & FORWARDING AGENTS. bbox=[174, 1115, 294, 1131]
ad-beauty-chemist: J. V. GORDON, M.P.S. bbox=[35, 1521, 135, 1532]
bus-lines bbox=[16, 829, 156, 1217]
protest-paragraph: After stating that the large attendance was a sure indication that the people of Lansdowne were not prepared to accept the position of losing their school without some voice in the matter, Mr McFarlane said he was pleased to see the two Masterton members of the Wellington Education Board present, Messrs W. R. Nicol and J. D. O'Connor. The committee took full responsibility for calling the meeting of protest. bbox=[604, 251, 734, 353]
local-item-body: Preparatory to the establishment of a naval training station in Otago, directions have been made to a building extensively used before the outbreak of war for the instruction of naval reservists. The building, which is excellent for the purpose of training, and was built with this object in view, has lain comparatively idle for months, as almost all naval reservists have been drafted to active service duties. Alterations have been designed to provide facilities for personnel to live at the station. bbox=[312, 1126, 442, 1238]
column-bus-services bbox=[16, 800, 156, 1219]
ad-beauty-free: GET A FREE BOOKLET TODAY! bbox=[36, 1505, 134, 1512]
air-casualty-line: ELLISON, Gordon F., Sgt., R.N.Z.A.F., killed in aircraft accident, Mrs N. G. Walden, 68 Jellicoe St., Wanganui (m). bbox=[890, 565, 984, 597]
ad-beauty-culture[interactable] bbox=[14, 1360, 156, 1563]
likely-targets-paragraph: "The most likely targets are resources upon which our sea communications depend, such as ships, wharves, docks, fuel installations, and so on, as well as aerodromes," said Mr Fraser. "For the most part these (excluding aerodromes) are near the main areas of our cities and important towns, and the question, therefore, arises as to what means are to be adopted to protect the large civilian populations of people in these areas. bbox=[1003, 417, 1098, 521]
shipping-line: Opposite G.P.O. Posting Boxes. bbox=[166, 966, 248, 974]
strong-protest-sub2: AGAINST SCHOOL BEING TAKEN OVER. bbox=[613, 105, 725, 122]
savings-table-cell bbox=[830, 445, 878, 456]
shipping-line: FURNITURE PACKED & STORED. Furniture Removed by Pantechnicon. STOCKS OF COAL ALWAYS ON HAND. bbox=[166, 1180, 302, 1204]
normandie-heading: DAMAGED NORMANDIE bbox=[746, 606, 878, 624]
local-item-body: The P. and T. Victory Dance, held in the Masonic Hall last night, attracted a large attendance of dancers. Jack Barnes's Orchestra played the dance music and Mr W. L. Butler had charge of the proceedings. Miss Watt supervised the supper arrangements. The winners of the novelty competitions were:—Lucky number, Mrs and Coro Whittaker; lucky spot, Miss Hood and Corp. Stanbury; Monte Carlo, Miss Olga Sutherland and Private Anderson. The next dance in the series will be held on Wednesday, March 18. bbox=[312, 1251, 442, 1372]
bus-line: Proprietor: A. J. SHEPHERD. bbox=[16, 848, 94, 856]
nzef-sub2: LAST NIGHT'S LIST. bbox=[903, 114, 970, 122]
shipping-blocks bbox=[166, 819, 302, 1253]
savings-table-cell: £555 bbox=[803, 412, 830, 423]
shipping-line: Agents: bbox=[166, 933, 186, 941]
shipping-line: ARMY JACKETS, 8/6; Army Trousers, 12/6; Puttees, 3/6; Hats, 5/-; Great coats, 19/6. All lines in Saddlery, Horse Collars, Cart Harness; all lines in Men's Boots, Shoes, Trousers, etc. bbox=[166, 1058, 302, 1090]
ad-ice-l3: PAGE'S SUPER-COLD bbox=[183, 1476, 287, 1487]
ad-overchecks-label: OVERCHECKS bbox=[151, 287, 285, 304]
local-item-title: Masterton West School Association. bbox=[328, 1003, 426, 1011]
shipping-subheading: UNION STEAM SHIP COMPANY OF NEW ZEALAND, LTD. bbox=[172, 914, 296, 930]
ad-beauty-po: P.O. Box 33. bbox=[117, 1551, 150, 1558]
bus-line: Leave Palmerston: 9.45 a.m. and 3.30 p.m. Mondays and Fridays, 9.45 a.m. Wednesdays, 3.30 p.m. Thursdays. bbox=[16, 1066, 156, 1090]
weather-district: DISTRICT FORECAST: Moderate westerly winds gradually predominating. Weather fine; cool again tonight. Mild day temperatures. bbox=[746, 157, 878, 181]
normandie-sub2: CONGRESSIONAL INQUIRY STARTED. bbox=[749, 644, 875, 652]
ad-jackets-price: 72/6 bbox=[227, 255, 267, 280]
education-paragraph: Mr O'Connor assured the meeting that the board members were in ignorance of the proposal to take over the school and had no official notification of the matter. There was no doubt the authorities had the power to take any building and they were saying that power. He did not wish to see Lansdowne School taken over unless there was no alternative. He had no doubt the matter of taking over the school would receive the attention of the Education Board's executive before the board's next meeting. bbox=[604, 1258, 734, 1370]
